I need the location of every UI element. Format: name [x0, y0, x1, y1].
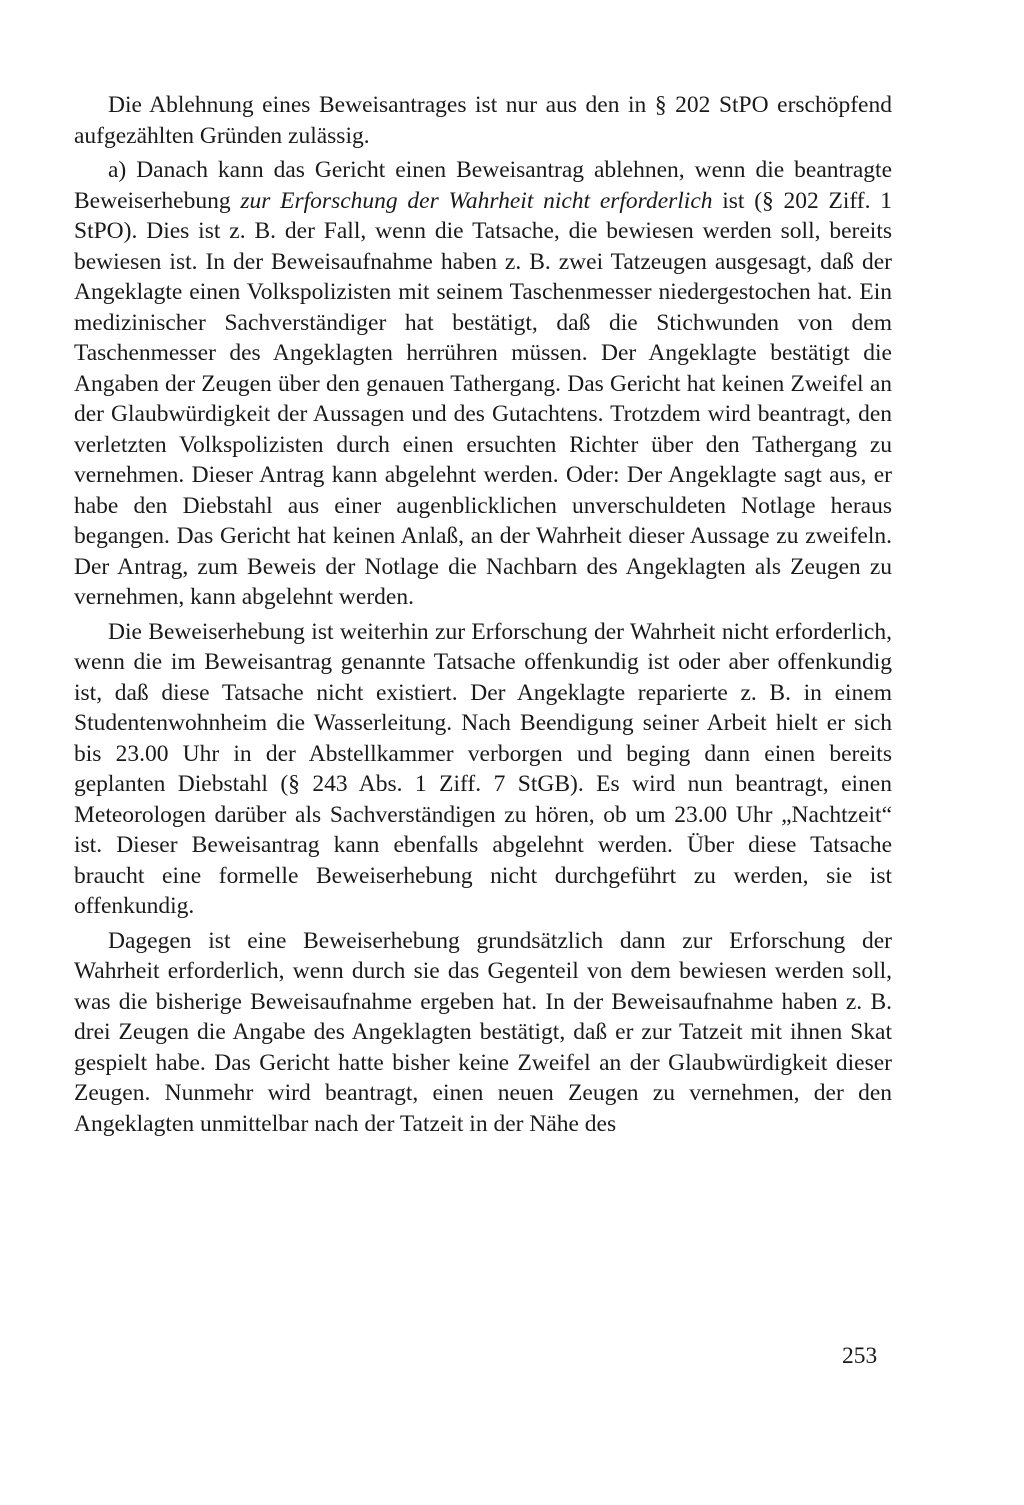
paragraph-1: Die Ablehnung eines Beweisantrages ist nur aus den in § 202 StPO erschöpfend aufgezählten Gründen zulässig.	[74, 92, 892, 149]
page-number: 253	[842, 1343, 878, 1369]
paragraph-4: Dagegen ist eine Beweiserhebung grundsätzlich dann zur Erforschung der Wahrheit erforderlich, wenn durch sie das Gegenteil von dem bewiesen werden soll, was die bisherige Beweisaufnahme ergeben hat. In der Beweisaufnahme haben z. B. drei Zeugen die Angabe des Angeklagten bestätigt, daß er zur Tatzeit mit ihnen Skat gespielt habe. Das Gericht hatte bisher keine Zweifel an der Glaubwürdigkeit dieser Zeugen. Nunmehr wird beantragt, einen neuen Zeugen zu vernehmen, der den Angeklagten unmittelbar nach der Tatzeit in der Nähe des	[74, 927, 892, 1137]
paragraph-2	[74, 155, 892, 613]
page-body	[74, 90, 892, 1139]
paragraph-3: Die Beweiserhebung ist weiterhin zur Erforschung der Wahrheit nicht erforderlich, wenn die im Beweisantrag genannte Tatsache offenkundig ist oder aber offenkundig ist, daß diese Tatsache nicht existiert. Der Angeklagte reparierte z. B. in einem Studentenwohnheim die Wasserleitung. Nach Beendigung seiner Arbeit hielt er sich bis 23.00 Uhr in der Abstellkammer verborgen und beging dann einen bereits geplanten Diebstahl (§ 243 Abs. 1 Ziff. 7 StGB). Es wird nun beantragt, einen Meteorologen darüber als Sachverständigen zu hören, ob um 23.00 Uhr „Nachtzeit“ ist. Dieser Beweisantrag kann ebenfalls abgelehnt werden. Über diese Tatsache braucht eine formelle Beweiserhebung nicht durchgeführt zu werden, sie ist offenkundig.	[74, 618, 892, 919]
paragraph-2-intro: a) Danach kann das Gericht einen Beweisantrag ablehnen, wenn die beantragte Beweiserhebung	[74, 157, 892, 214]
paragraph-2-body: ist (§ 202 Ziff. 1 StPO). Dies ist z. B. der Fall, wenn die Tatsache, die bewiesen werden soll, bereits bewiesen ist. In der Beweisaufnahme haben z. B. zwei Tatzeugen ausgesagt, daß der Angeklagte einen Volkspolizisten mit seinem Taschenmesser niedergestochen hat. Ein medizinischer Sachverständiger hat bestätigt, daß die Stichwunden von dem Taschenmesser des Angeklagten herrühren müssen. Der Angeklagte bestätigt die Angaben der Zeugen über den genauen Tathergang. Das Gericht hat keinen Zweifel an der Glaubwürdigkeit der Aussagen und des Gutachtens. Trotzdem wird beantragt, den verletzten Volkspolizisten durch einen ersuchten Richter über den Tathergang zu vernehmen. Dieser Antrag kann abgelehnt werden. Oder: Der Angeklagte sagt aus, er habe den Diebstahl aus einer augenblicklichen unverschuldeten Notlage heraus begangen. Das Gericht hat keinen Anlaß, an der Wahrheit dieser Aussage zu zweifeln. Der Antrag, zum Beweis der Notlage die Nachbarn des Angeklagten als Zeugen zu vernehmen, kann abgelehnt werden.	[74, 187, 892, 610]
paragraph-2-emphasis: zur Erforschung der Wahrheit nicht erforderlich	[240, 187, 713, 214]
